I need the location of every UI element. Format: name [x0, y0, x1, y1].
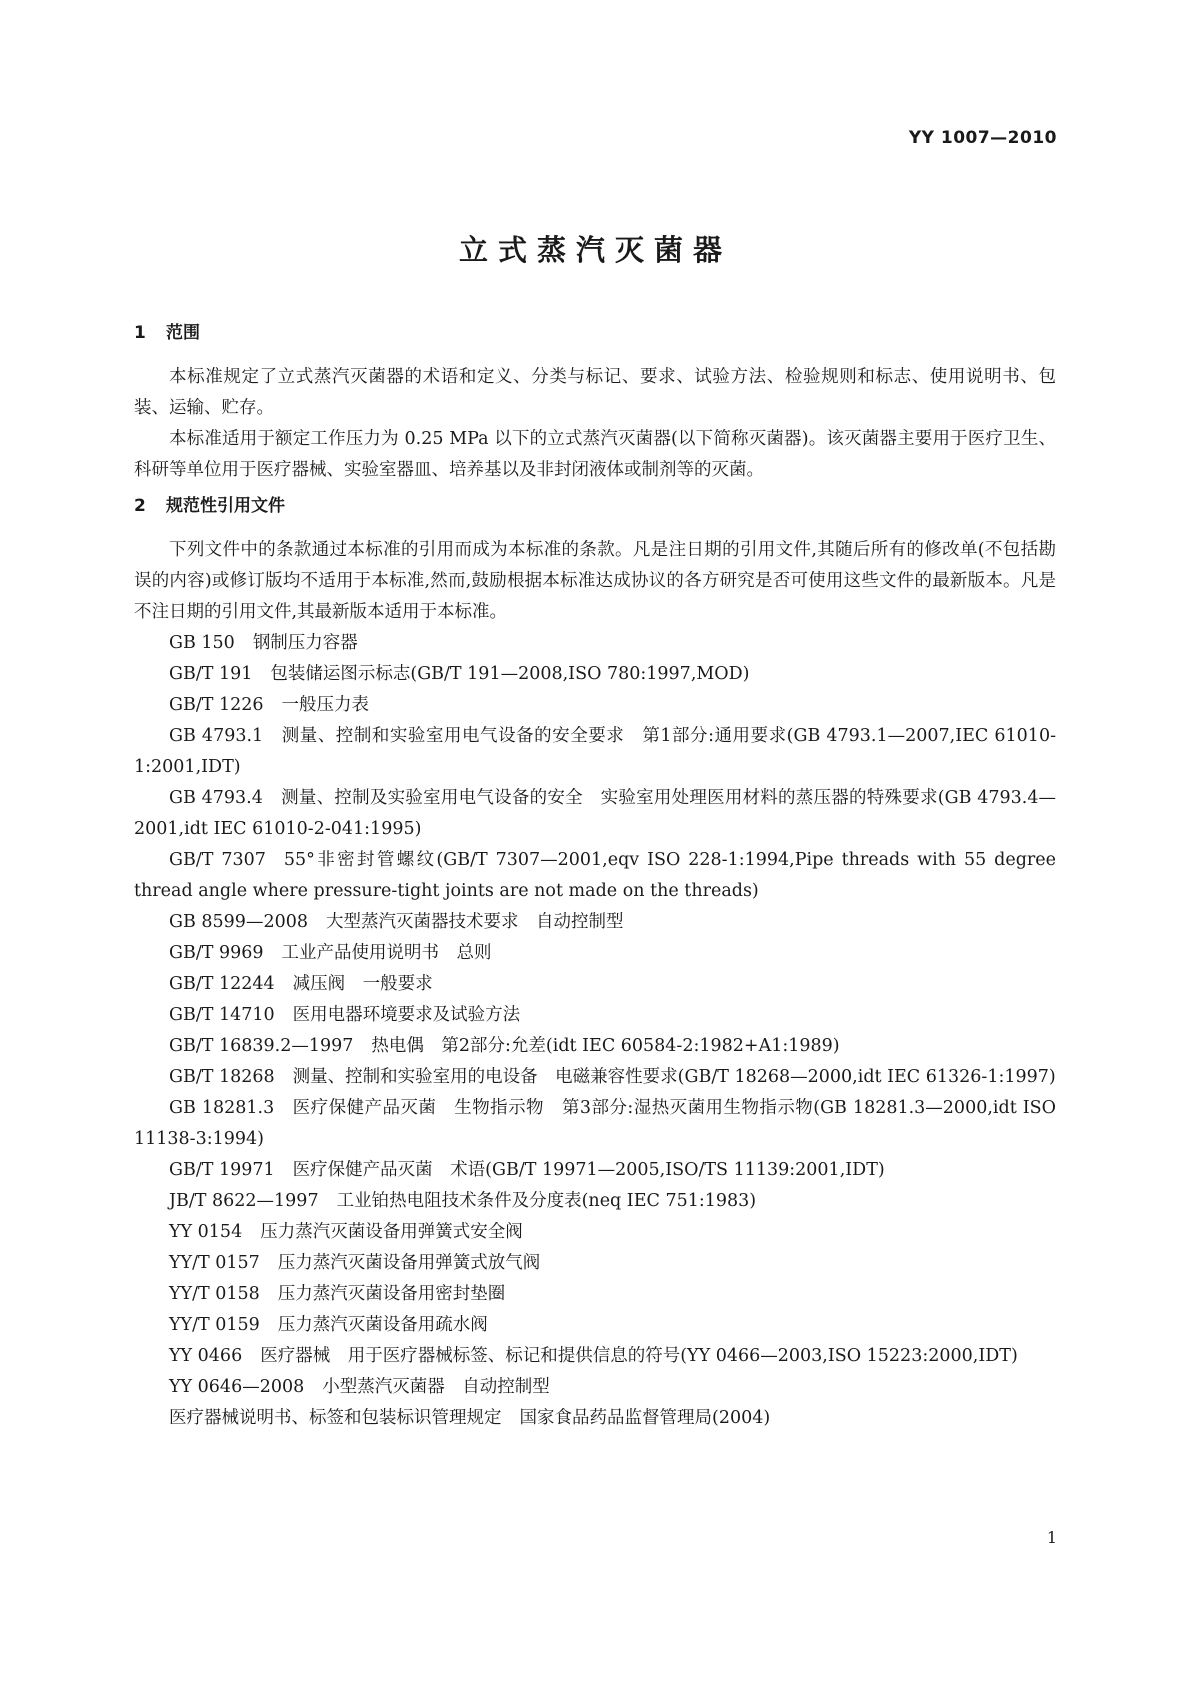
reference-item: [134, 845, 1056, 907]
reference-item: [134, 1093, 1056, 1155]
reference-title: 热电偶 第2部分:允差(idt IEC 60584-2:1982+A1:1989): [371, 1036, 840, 1056]
reference-code: YY/T 0159: [169, 1315, 260, 1335]
reference-code: GB/T 16839.2—1997: [169, 1036, 354, 1056]
reference-code: GB 150: [169, 633, 235, 653]
reference-item: [134, 1403, 1056, 1434]
reference-title: 工业产品使用说明书 总则: [281, 943, 492, 963]
reference-item: [134, 969, 1056, 1000]
reference-item: [134, 907, 1056, 938]
section-number: 2: [134, 496, 146, 516]
reference-code: GB/T 1226: [169, 695, 264, 715]
reference-title: 减压阀 一般要求: [292, 974, 433, 994]
reference-code: GB/T 19971: [169, 1160, 275, 1180]
reference-item: [134, 1248, 1056, 1279]
reference-code: GB 8599—2008: [169, 912, 308, 932]
reference-item: [134, 1341, 1056, 1372]
paragraph: 本标准适用于额定工作压力为 0.25 MPa 以下的立式蒸汽灭菌器(以下简称灭菌器)。该灭菌器主要用于医疗卫生、科研等单位用于医疗器械、实验室器皿、培养基以及非封闭液体或制剂等的灭菌。: [134, 429, 1056, 480]
reference-code: YY 0466: [169, 1346, 243, 1366]
reference-title: 压力蒸汽灭菌设备用弹簧式放气阀: [277, 1253, 541, 1273]
reference-title: 压力蒸汽灭菌设备用疏水阀: [277, 1315, 488, 1335]
reference-code: YY/T 0158: [169, 1284, 260, 1304]
reference-title: 医疗保健产品灭菌 生物指示物 第3部分:湿热灭菌用生物指示物(GB 18281.3—2000,idt ISO 11138-3:1994): [134, 1098, 1056, 1149]
reference-title: 测量、控制和实验室用电气设备的安全要求 第1部分:通用要求(GB 4793.1—2007,IEC 61010-1:2001,IDT): [134, 726, 1056, 777]
reference-code: JB/T 8622—1997: [169, 1191, 319, 1211]
reference-code: GB/T 191: [169, 664, 253, 684]
section-title: 规范性引用文件: [166, 496, 285, 516]
reference-title: 工业铂热电阻技术条件及分度表(neq IEC 751:1983): [336, 1191, 757, 1211]
reference-item: [134, 938, 1056, 969]
page-number: 1: [1046, 1528, 1057, 1547]
section-2-heading: [134, 491, 1056, 522]
standard-code: YY 1007—2010: [908, 128, 1057, 148]
reference-code: GB 4793.4: [169, 788, 263, 808]
reference-item: [134, 1155, 1056, 1186]
reference-title: 医疗保健产品灭菌 术语(GB/T 19971—2005,ISO/TS 11139:2001,IDT): [292, 1160, 885, 1180]
reference-title: 小型蒸汽灭菌器 自动控制型: [322, 1377, 550, 1397]
reference-title: 测量、控制和实验室用的电设备 电磁兼容性要求(GB/T 18268—2000,idt IEC 61326-1:1997): [292, 1067, 1056, 1087]
reference-title: 国家食品药品监督管理局(2004): [519, 1408, 771, 1428]
reference-code: YY/T 0157: [169, 1253, 260, 1273]
reference-item: [134, 690, 1056, 721]
reference-title: 压力蒸汽灭菌设备用密封垫圈: [277, 1284, 506, 1304]
reference-code: GB 4793.1: [169, 726, 264, 746]
reference-item: [134, 659, 1056, 690]
reference-item: [134, 1217, 1056, 1248]
reference-code: GB 18281.3: [169, 1098, 275, 1118]
reference-item: [134, 783, 1056, 845]
reference-title: 医用电器环境要求及试验方法: [292, 1005, 521, 1025]
reference-code: YY 0646—2008: [169, 1377, 305, 1397]
paragraph: 本标准规定了立式蒸汽灭菌器的术语和定义、分类与标记、要求、试验方法、检验规则和标志、使用说明书、包装、运输、贮存。: [134, 367, 1056, 418]
reference-code: YY 0154: [169, 1222, 243, 1242]
reference-code: GB/T 9969: [169, 943, 264, 963]
reference-item: [134, 721, 1056, 783]
reference-item: [134, 1372, 1056, 1403]
reference-code: GB/T 18268: [169, 1067, 275, 1087]
reference-title: 压力蒸汽灭菌设备用弹簧式安全阀: [260, 1222, 523, 1242]
paragraph: 下列文件中的条款通过本标准的引用而成为本标准的条款。凡是注日期的引用文件,其随后所有的修改单(不包括勘误的内容)或修订版均不适用于本标准,然而,鼓励根据本标准达成协议的各方研究是否可使用这些文件的最新版本。凡是不注日期的引用文件,其最新版本适用于本标准。: [134, 540, 1056, 622]
reference-code: GB/T 14710: [169, 1005, 275, 1025]
reference-item: [134, 1031, 1056, 1062]
reference-item: [134, 628, 1056, 659]
reference-item: [134, 1000, 1056, 1031]
reference-code: GB/T 12244: [169, 974, 275, 994]
reference-item: [134, 1279, 1056, 1310]
reference-item: [134, 1310, 1056, 1341]
reference-title: 包装储运图示标志(GB/T 191—2008,ISO 780:1997,MOD): [270, 664, 750, 684]
document-title: 立式蒸汽灭菌器: [458, 233, 732, 267]
reference-title: 测量、控制及实验室用电气设备的安全 实验室用处理医用材料的蒸压器的特殊要求(GB 4793.4—2001,idt IEC 61010-2-041:1995): [134, 788, 1056, 839]
reference-code: 医疗器械说明书、标签和包装标识管理规定: [169, 1408, 502, 1428]
reference-title: 一般压力表: [281, 695, 370, 715]
reference-item: [134, 1186, 1056, 1217]
reference-item: [134, 1062, 1056, 1093]
document-body: [134, 318, 1056, 1434]
reference-title: 钢制压力容器: [252, 633, 358, 653]
reference-title: 55°非密封管螺纹(GB/T 7307—2001,eqv ISO 228-1:1994,Pipe threads with 55 degree thread angle where pressure-tight joints are not made on the threads): [134, 850, 1056, 901]
reference-code: GB/T 7307: [169, 850, 266, 870]
reference-title: 大型蒸汽灭菌器技术要求 自动控制型: [325, 912, 624, 932]
section-title: 范围: [166, 323, 200, 343]
section-1-heading: [134, 318, 1056, 349]
reference-title: 医疗器械 用于医疗器械标签、标记和提供信息的符号(YY 0466—2003,ISO 15223:2000,IDT): [260, 1346, 1018, 1366]
section-number: 1: [134, 323, 146, 343]
